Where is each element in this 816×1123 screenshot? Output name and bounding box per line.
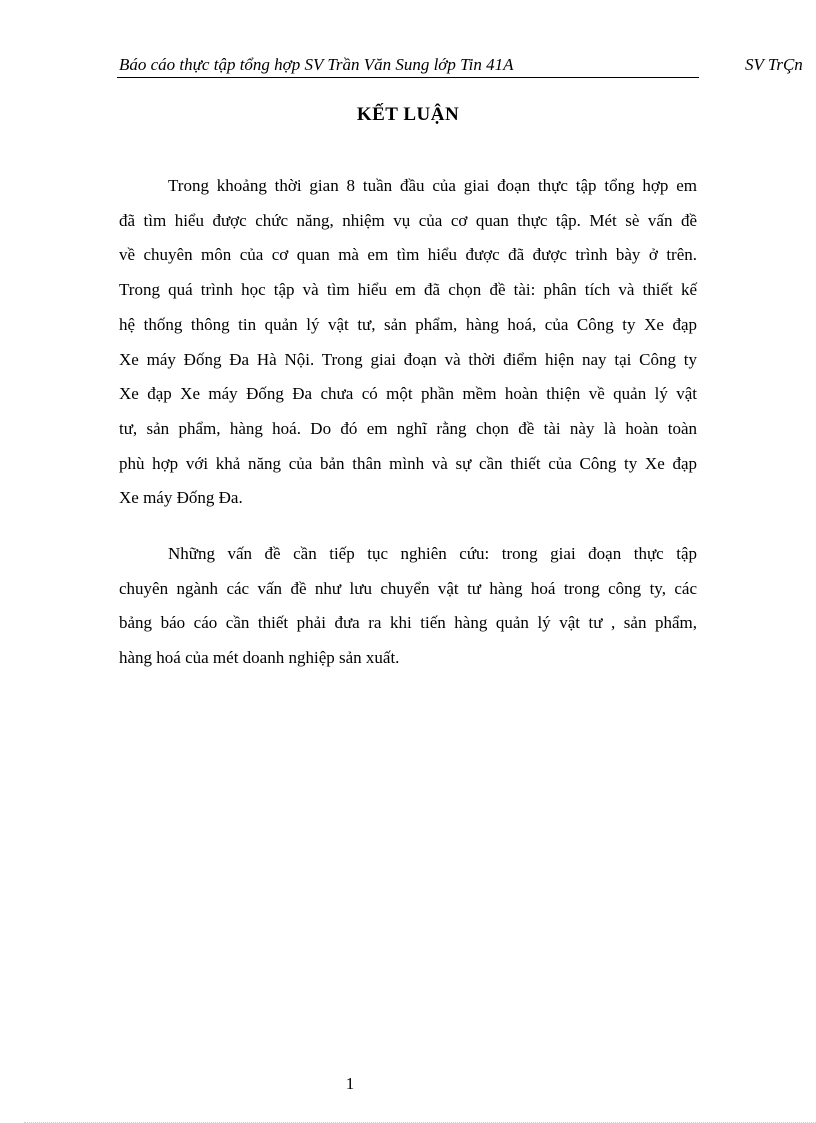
paragraph-line: Xe máy Đống Đa Hà Nội. Trong giai đoạn và thời điểm hiện nay tại Công ty: [119, 349, 697, 369]
paragraph-line: Xe đạp Xe máy Đống Đa chưa có một phần mềm hoàn thiện về quản lý vật: [119, 384, 697, 404]
paragraph-line: về chuyên môn của cơ quan mà em tìm hiểu được đã được trình bày ở trên.: [119, 245, 697, 265]
section-title: KẾT LUẬN: [356, 104, 460, 125]
conclusion-paragraph-2: [119, 537, 697, 676]
page-number: 1: [345, 1074, 355, 1093]
header-divider: [117, 77, 699, 78]
paragraph-line: đã tìm hiểu được chức năng, nhiệm vụ của cơ quan thực tập. Mét sè vấn đề: [119, 210, 697, 230]
conclusion-paragraph-1: [119, 169, 697, 516]
paragraph-line: chuyên ngành các vấn đề như lưu chuyển vật tư hàng hoá trong công ty, các: [119, 578, 697, 598]
running-header-author: SV TrÇn: [745, 55, 803, 74]
paragraph-line: hệ thống thông tin quản lý vật tư, sản phẩm, hàng hoá, của Công ty Xe đạp: [119, 314, 697, 334]
paragraph-line: tư, sản phẩm, hàng hoá. Do đó em nghĩ rằng chọn đề tài này là hoàn toàn: [119, 418, 697, 438]
paragraph-line: Trong khoảng thời gian 8 tuần đầu của giai đoạn thực tập tổng hợp em: [168, 176, 697, 195]
paragraph-line: bảng báo cáo cần thiết phải đưa ra khi tiến hàng quản lý vật tư , sản phẩm,: [119, 613, 697, 633]
paragraph-line: Trong quá trình học tập và tìm hiểu em đã chọn đề tài: phân tích và thiết kế: [119, 280, 697, 300]
paragraph-line: phù hợp với khả năng của bản thân mình và sự cần thiết của Công ty Xe đạp: [119, 453, 697, 473]
paragraph-line: Xe máy Đống Đa.: [119, 488, 243, 508]
paragraph-line: hàng hoá của mét doanh nghiệp sản xuất.: [119, 648, 400, 668]
paragraph-line: Những vấn đề cần tiếp tục nghiên cứu: trong giai đoạn thực tập: [168, 544, 697, 563]
running-header-title: Báo cáo thực tập tổng hợp SV Trần Văn Sung lớp Tin 41A: [119, 55, 514, 74]
